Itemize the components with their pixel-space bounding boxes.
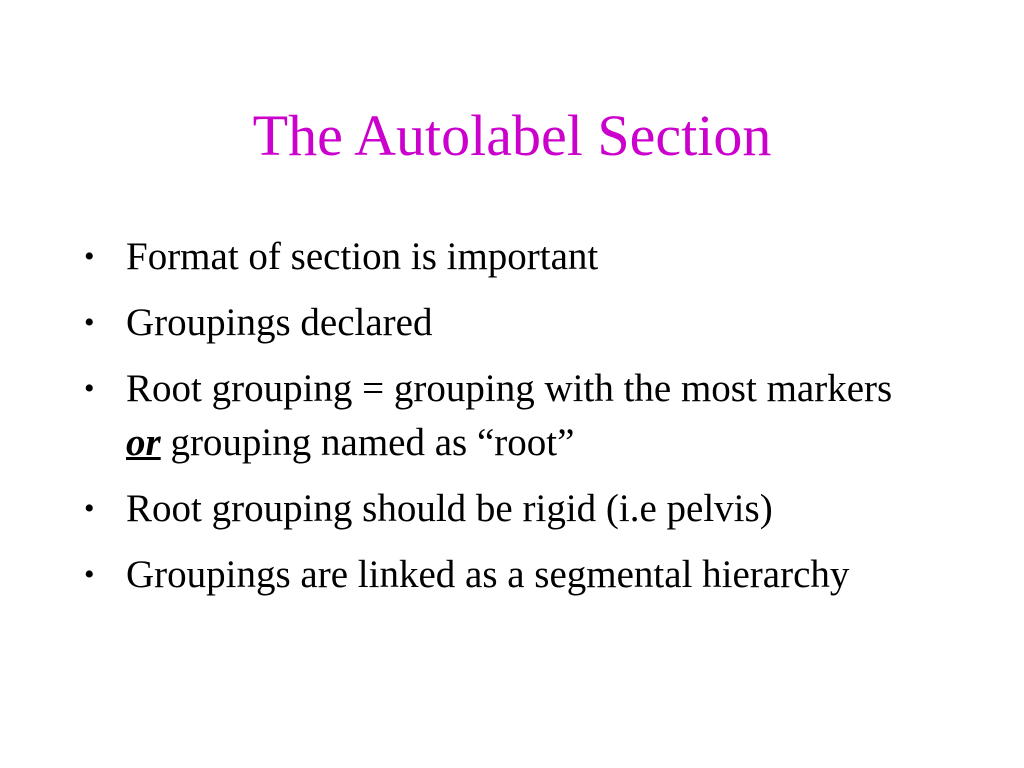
bullet-text-after: grouping named as “root” (160, 421, 575, 464)
bullet-item (84, 482, 924, 536)
bullet-dot-icon: • (84, 240, 95, 273)
bullet-item (84, 362, 924, 470)
slide-title: The Autolabel Section (252, 103, 772, 168)
bullet-emphasis: or (126, 421, 161, 464)
bullet-dot-icon: • (84, 372, 95, 405)
bullet-text: Groupings are linked as a segmental hierarchy (126, 553, 850, 596)
bullet-dot-icon: • (84, 306, 95, 339)
bullet-list (84, 230, 924, 614)
bullet-text: Root grouping should be rigid (i.e pelvis) (126, 487, 773, 530)
bullet-dot-icon: • (84, 558, 95, 591)
bullet-text: Groupings declared (126, 301, 433, 344)
bullet-text: Format of section is important (126, 235, 599, 278)
bullet-item (84, 548, 924, 602)
bullet-item (84, 296, 924, 350)
bullet-item (84, 230, 924, 284)
bullet-dot-icon: • (84, 492, 95, 525)
bullet-text-before: Root grouping = grouping with the most markers (126, 367, 893, 410)
